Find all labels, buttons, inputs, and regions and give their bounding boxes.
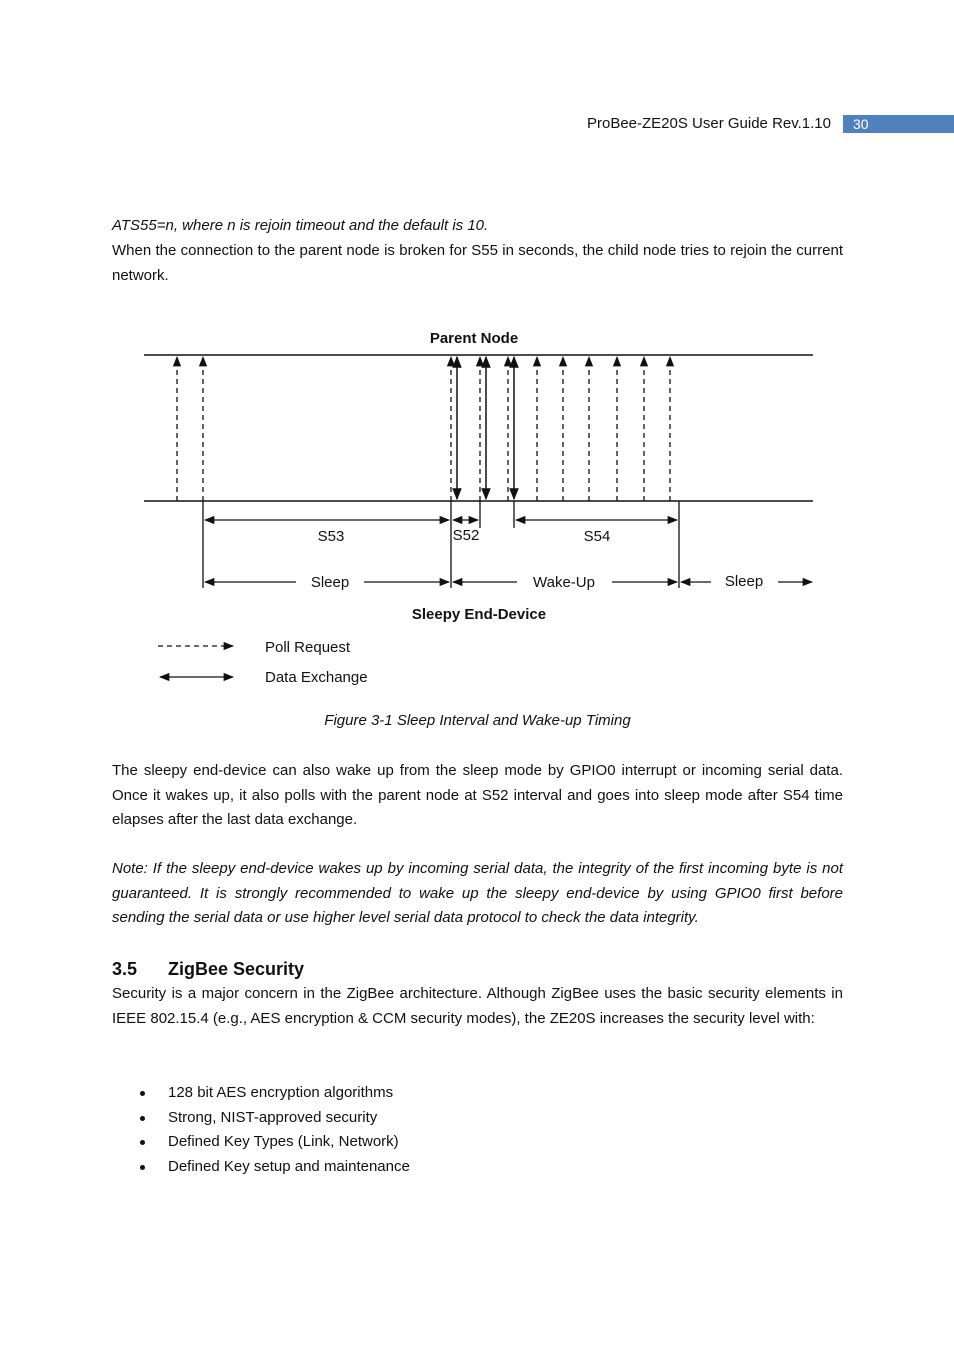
list-item: Strong, NIST-approved security: [112, 1106, 410, 1131]
legend-poll-label: Poll Request: [265, 639, 351, 656]
s53-label: S53: [317, 528, 345, 545]
header-title: ProBee-ZE20S User Guide Rev.1.10: [586, 115, 831, 132]
list-item: 128 bit AES encryption algorithms: [112, 1081, 410, 1106]
s52-label: S52: [452, 527, 480, 544]
parent-node-label: Parent Node: [429, 330, 519, 347]
legend-data-label: Data Exchange: [265, 669, 368, 686]
ats55-description: When the connection to the parent node is broken for S55 in seconds, the child node tries to rejoin the current network.: [112, 242, 843, 284]
data-exchange-arrows: [457, 357, 514, 499]
phase-sleep-label-2: Sleep: [724, 573, 764, 590]
ats55-command-text: ATS55=n, where n is rejoin timeout and the default is 10.: [112, 217, 489, 234]
s54-label: S54: [583, 528, 611, 545]
security-bullet-list: [112, 1081, 410, 1180]
bullet-icon: [140, 1091, 145, 1096]
bullet-icon: [140, 1165, 145, 1170]
page-number-badge: 30: [843, 115, 954, 133]
note-paragraph: Note: If the sleepy end-device wakes up by incoming serial data, the integrity of the first incoming byte is not guaranteed. It is strongly recommended to wake up the sleepy end-device by using GPIO0 first before sending the serial data or use higher level serial data protocol to check the data integrity.: [112, 860, 843, 927]
security-intro: Security is a major concern in the ZigBee architecture. Although ZigBee uses the basic security elements in IEEE 802.15.4 (e.g., AES encryption & CCM security modes), the ZE20S increases the security level with:: [112, 985, 843, 1027]
bullet-icon: [140, 1140, 145, 1145]
poll-request-arrows: [177, 357, 670, 501]
list-item: Defined Key Types (Link, Network): [112, 1130, 410, 1155]
section-heading: [112, 959, 304, 980]
end-device-label: Sleepy End-Device: [411, 606, 547, 623]
phase-sleep-label-1: Sleep: [310, 574, 350, 591]
figure-caption: Figure 3-1 Sleep Interval and Wake-up Timing: [324, 712, 631, 729]
wake-paragraph: The sleepy end-device can also wake up from the sleep mode by GPIO0 interrupt or incoming serial data. Once it wakes up, it also polls with the parent node at S52 interval and goes into sleep mode after S54 time elapses after the last data exchange.: [112, 762, 843, 829]
list-item: Defined Key setup and maintenance: [112, 1155, 410, 1180]
phase-wakeup-label: Wake-Up: [533, 574, 595, 591]
section-number: 3.5: [112, 959, 138, 979]
section-title: ZigBee Security: [168, 959, 305, 979]
bullet-icon: [140, 1116, 145, 1121]
